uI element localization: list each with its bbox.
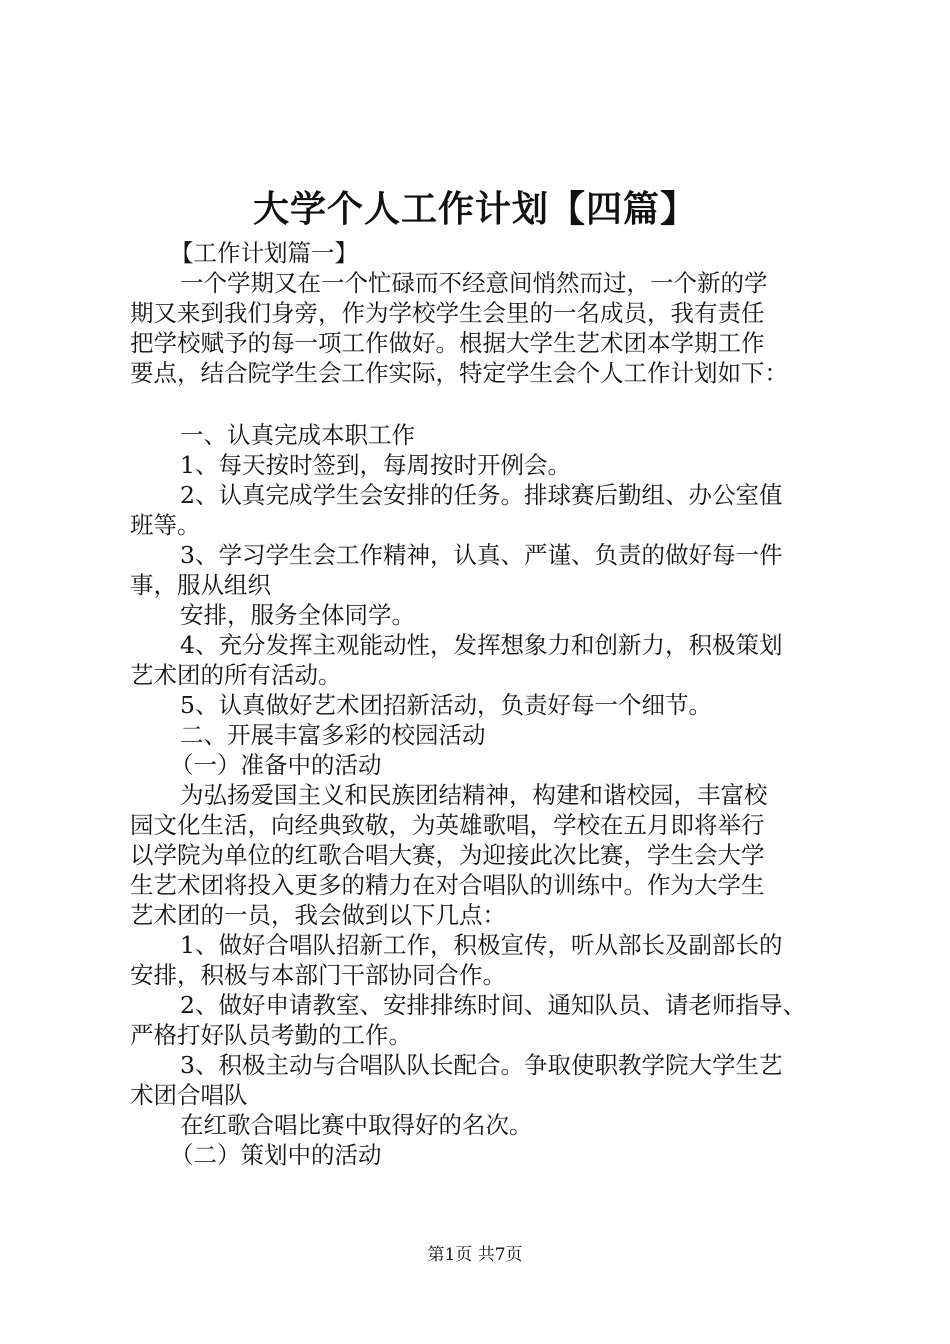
paragraph-line: 一个学期又在一个忙碌而不经意间悄然而过，一个新的学 [180, 269, 768, 297]
list-item: 严格打好队员考勤的工作。 [130, 1021, 412, 1049]
list-item: 5、认真做好艺术团招新活动，负责好每一个细节。 [180, 691, 712, 719]
page-footer: 第1页 共7页 [427, 1245, 523, 1265]
paragraph-line: 要点，结合院学生会工作实际，特定学生会个人工作计划如下： [130, 359, 788, 387]
list-item: 艺术团的所有活动。 [130, 661, 342, 689]
list-item: 2、做好申请教室、安排排练时间、通知队员、请老师指导、 [180, 991, 806, 1019]
list-item: 安排，积极与本部门干部协同合作。 [130, 961, 506, 989]
list-item: 安排，服务全体同学。 [180, 601, 415, 629]
list-item: 3、积极主动与合唱队队长配合。争取使职教学院大学生艺 [180, 1051, 783, 1079]
list-item: 4、充分发挥主观能动性，发挥想象力和创新力，积极策划 [180, 631, 783, 659]
paragraph-line: 以学院为单位的红歌合唱大赛，为迎接此次比赛，学生会大学 [130, 841, 765, 869]
document-title: 大学个人工作计划【四篇】 [252, 188, 697, 230]
paragraph-line: 期又来到我们身旁，作为学校学生会里的一名成员，我有责任 [130, 299, 765, 327]
list-item: 在红歌合唱比赛中取得好的名次。 [180, 1111, 533, 1139]
list-item: 1、每天按时签到，每周按时开例会。 [180, 451, 571, 479]
list-item: 1、做好合唱队招新工作，积极宣传，听从部长及副部长的 [180, 931, 783, 959]
section-heading: 【工作计划篇一】 [170, 239, 358, 267]
subsection-heading: （二）策划中的活动 [170, 1141, 382, 1169]
paragraph-line: 园文化生活，向经典致敬，为英雄歌唱，学校在五月即将举行 [130, 811, 765, 839]
list-item: 3、学习学生会工作精神，认真、严谨、负责的做好每一件 [180, 541, 783, 569]
document-body [130, 238, 840, 1170]
paragraph-line: 把学校赋予的每一项工作做好。根据大学生艺术团本学期工作 [130, 329, 765, 357]
list-item: 班等。 [130, 511, 201, 539]
paragraph-line: 艺术团的一员，我会做到以下几点： [130, 901, 506, 929]
subsection-heading: （一）准备中的活动 [170, 751, 382, 779]
section-heading: 二、开展丰富多彩的校园活动 [180, 721, 486, 749]
paragraph-line: 为弘扬爱国主义和民族团结精神，构建和谐校园，丰富校 [180, 781, 768, 809]
section-heading: 一、认真完成本职工作 [180, 421, 415, 449]
list-item: 2、认真完成学生会安排的任务。排球赛后勤组、办公室值 [180, 481, 783, 509]
paragraph-line: 生艺术团将投入更多的精力在对合唱队的训练中。作为大学生 [130, 871, 765, 899]
list-item: 事，服从组织 [130, 571, 271, 599]
list-item: 术团合唱队 [130, 1081, 248, 1109]
